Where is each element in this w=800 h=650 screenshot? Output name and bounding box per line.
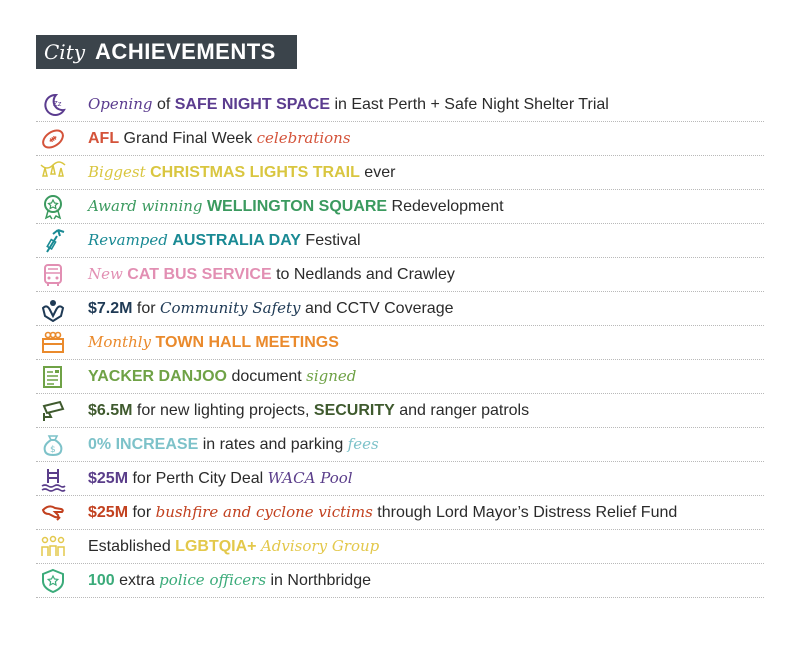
- list-item: [36, 360, 764, 394]
- body-text: Established: [88, 538, 176, 555]
- script-text: New: [88, 265, 123, 283]
- script-text: celebrations: [256, 129, 351, 147]
- list-item-text: [88, 435, 379, 454]
- body-text: for: [132, 300, 161, 317]
- body-text: in Northbridge: [266, 572, 371, 589]
- pool-icon: [36, 465, 70, 493]
- list-item: [36, 530, 764, 564]
- body-text: Festival: [300, 232, 361, 249]
- list-item-text: [88, 367, 356, 386]
- script-text: police officers: [159, 571, 267, 589]
- money-bag-icon: [36, 431, 70, 459]
- list-item-text: [88, 129, 351, 148]
- body-text: of: [152, 96, 175, 113]
- script-text: Monthly: [88, 333, 152, 351]
- list-item-text: [88, 571, 371, 590]
- title-script-word: City: [44, 40, 86, 64]
- list-item: [36, 190, 764, 224]
- script-text: Advisory Group: [260, 537, 380, 555]
- list-item: [36, 88, 764, 122]
- script-text: fees: [347, 435, 379, 453]
- body-text: in rates and parking: [198, 436, 348, 453]
- community-hands-icon: [36, 295, 70, 323]
- highlight-text: LGBTQIA+: [175, 538, 257, 555]
- list-item-text: [88, 197, 504, 216]
- svg-text:$: $: [50, 444, 56, 455]
- script-text: bushfire and cyclone victims: [155, 503, 373, 521]
- highlight-text: $25M: [88, 470, 129, 487]
- highlight-text: CAT BUS SERVICE: [127, 266, 272, 283]
- list-item-text: [88, 469, 353, 488]
- bus-icon: [36, 261, 70, 289]
- highlight-text: 0% INCREASE: [88, 436, 199, 453]
- highlight-text: CHRISTMAS LIGHTS TRAIL: [150, 164, 360, 181]
- script-text: Award winning: [88, 197, 203, 215]
- body-text: Grand Final Week: [119, 130, 257, 147]
- list-item-text: [88, 265, 455, 284]
- script-text: Revamped: [88, 231, 168, 249]
- list-item-text: [88, 95, 609, 114]
- body-text: ever: [359, 164, 396, 181]
- list-item: [36, 326, 764, 360]
- list-item-text: [88, 333, 339, 352]
- award-icon: [36, 193, 70, 221]
- body-text: Redevelopment: [387, 198, 504, 215]
- list-item: [36, 122, 764, 156]
- list-item-text: [88, 503, 677, 522]
- highlight-text: AUSTRALIA DAY: [172, 232, 301, 249]
- highlight-text: SECURITY: [313, 401, 395, 419]
- script-text: Opening: [88, 95, 153, 113]
- highlight-text: $7.2M: [88, 300, 133, 317]
- page-title: [36, 35, 297, 69]
- highlight-text: 100: [88, 572, 115, 589]
- list-item: [36, 156, 764, 190]
- list-item-text: [88, 163, 395, 182]
- highlight-text: $6.5M: [88, 401, 133, 419]
- christmas-lights-icon: [36, 159, 70, 187]
- firework-icon: [36, 227, 70, 255]
- list-item: [36, 462, 764, 496]
- body-text: and ranger patrols: [394, 401, 530, 419]
- body-text: to Nedlands and Crawley: [271, 266, 455, 283]
- police-badge-icon: [36, 567, 70, 595]
- football-icon: [36, 125, 70, 153]
- script-text: Biggest: [88, 163, 146, 181]
- list-item: [36, 258, 764, 292]
- highlight-text: SAFE NIGHT SPACE: [174, 96, 331, 113]
- highlight-text: WELLINGTON SQUARE: [206, 198, 388, 215]
- body-text: through Lord Mayor’s Distress Relief Fund: [372, 504, 678, 521]
- script-text: Community Safety: [160, 299, 301, 317]
- body-text: in East Perth + Safe Night Shelter Trial: [330, 96, 609, 113]
- list-item: [36, 564, 764, 598]
- highlight-text: AFL: [88, 130, 120, 147]
- script-text: signed: [306, 367, 357, 385]
- body-text: for new lighting projects,: [132, 401, 314, 419]
- list-item: [36, 224, 764, 258]
- security-camera-icon: [36, 397, 70, 425]
- list-item-text: [88, 537, 379, 556]
- list-item: [36, 496, 764, 530]
- town-hall-icon: [36, 329, 70, 357]
- list-item: [36, 428, 764, 462]
- body-text: document: [227, 368, 307, 385]
- body-text: extra: [114, 572, 160, 589]
- list-item-text: [88, 299, 454, 318]
- highlight-text: TOWN HALL MEETINGS: [155, 334, 339, 351]
- list-item-text: [88, 402, 529, 420]
- highlight-text: YACKER DANJOO: [88, 368, 227, 385]
- achievements-list: [36, 88, 764, 598]
- moon-icon: [36, 91, 70, 119]
- body-text: for Perth City Deal: [128, 470, 268, 487]
- document-icon: [36, 363, 70, 391]
- list-item: [36, 394, 764, 428]
- helping-hand-icon: [36, 499, 70, 527]
- list-item: [36, 292, 764, 326]
- highlight-text: $25M: [88, 504, 129, 521]
- script-text: WACA Pool: [267, 469, 353, 487]
- title-main-word: ACHIEVEMENTS: [95, 39, 276, 64]
- people-group-icon: [36, 533, 70, 561]
- body-text: and CCTV Coverage: [300, 300, 454, 317]
- list-item-text: [88, 231, 361, 250]
- svg-text:Zz: Zz: [53, 99, 62, 108]
- body-text: for: [128, 504, 156, 521]
